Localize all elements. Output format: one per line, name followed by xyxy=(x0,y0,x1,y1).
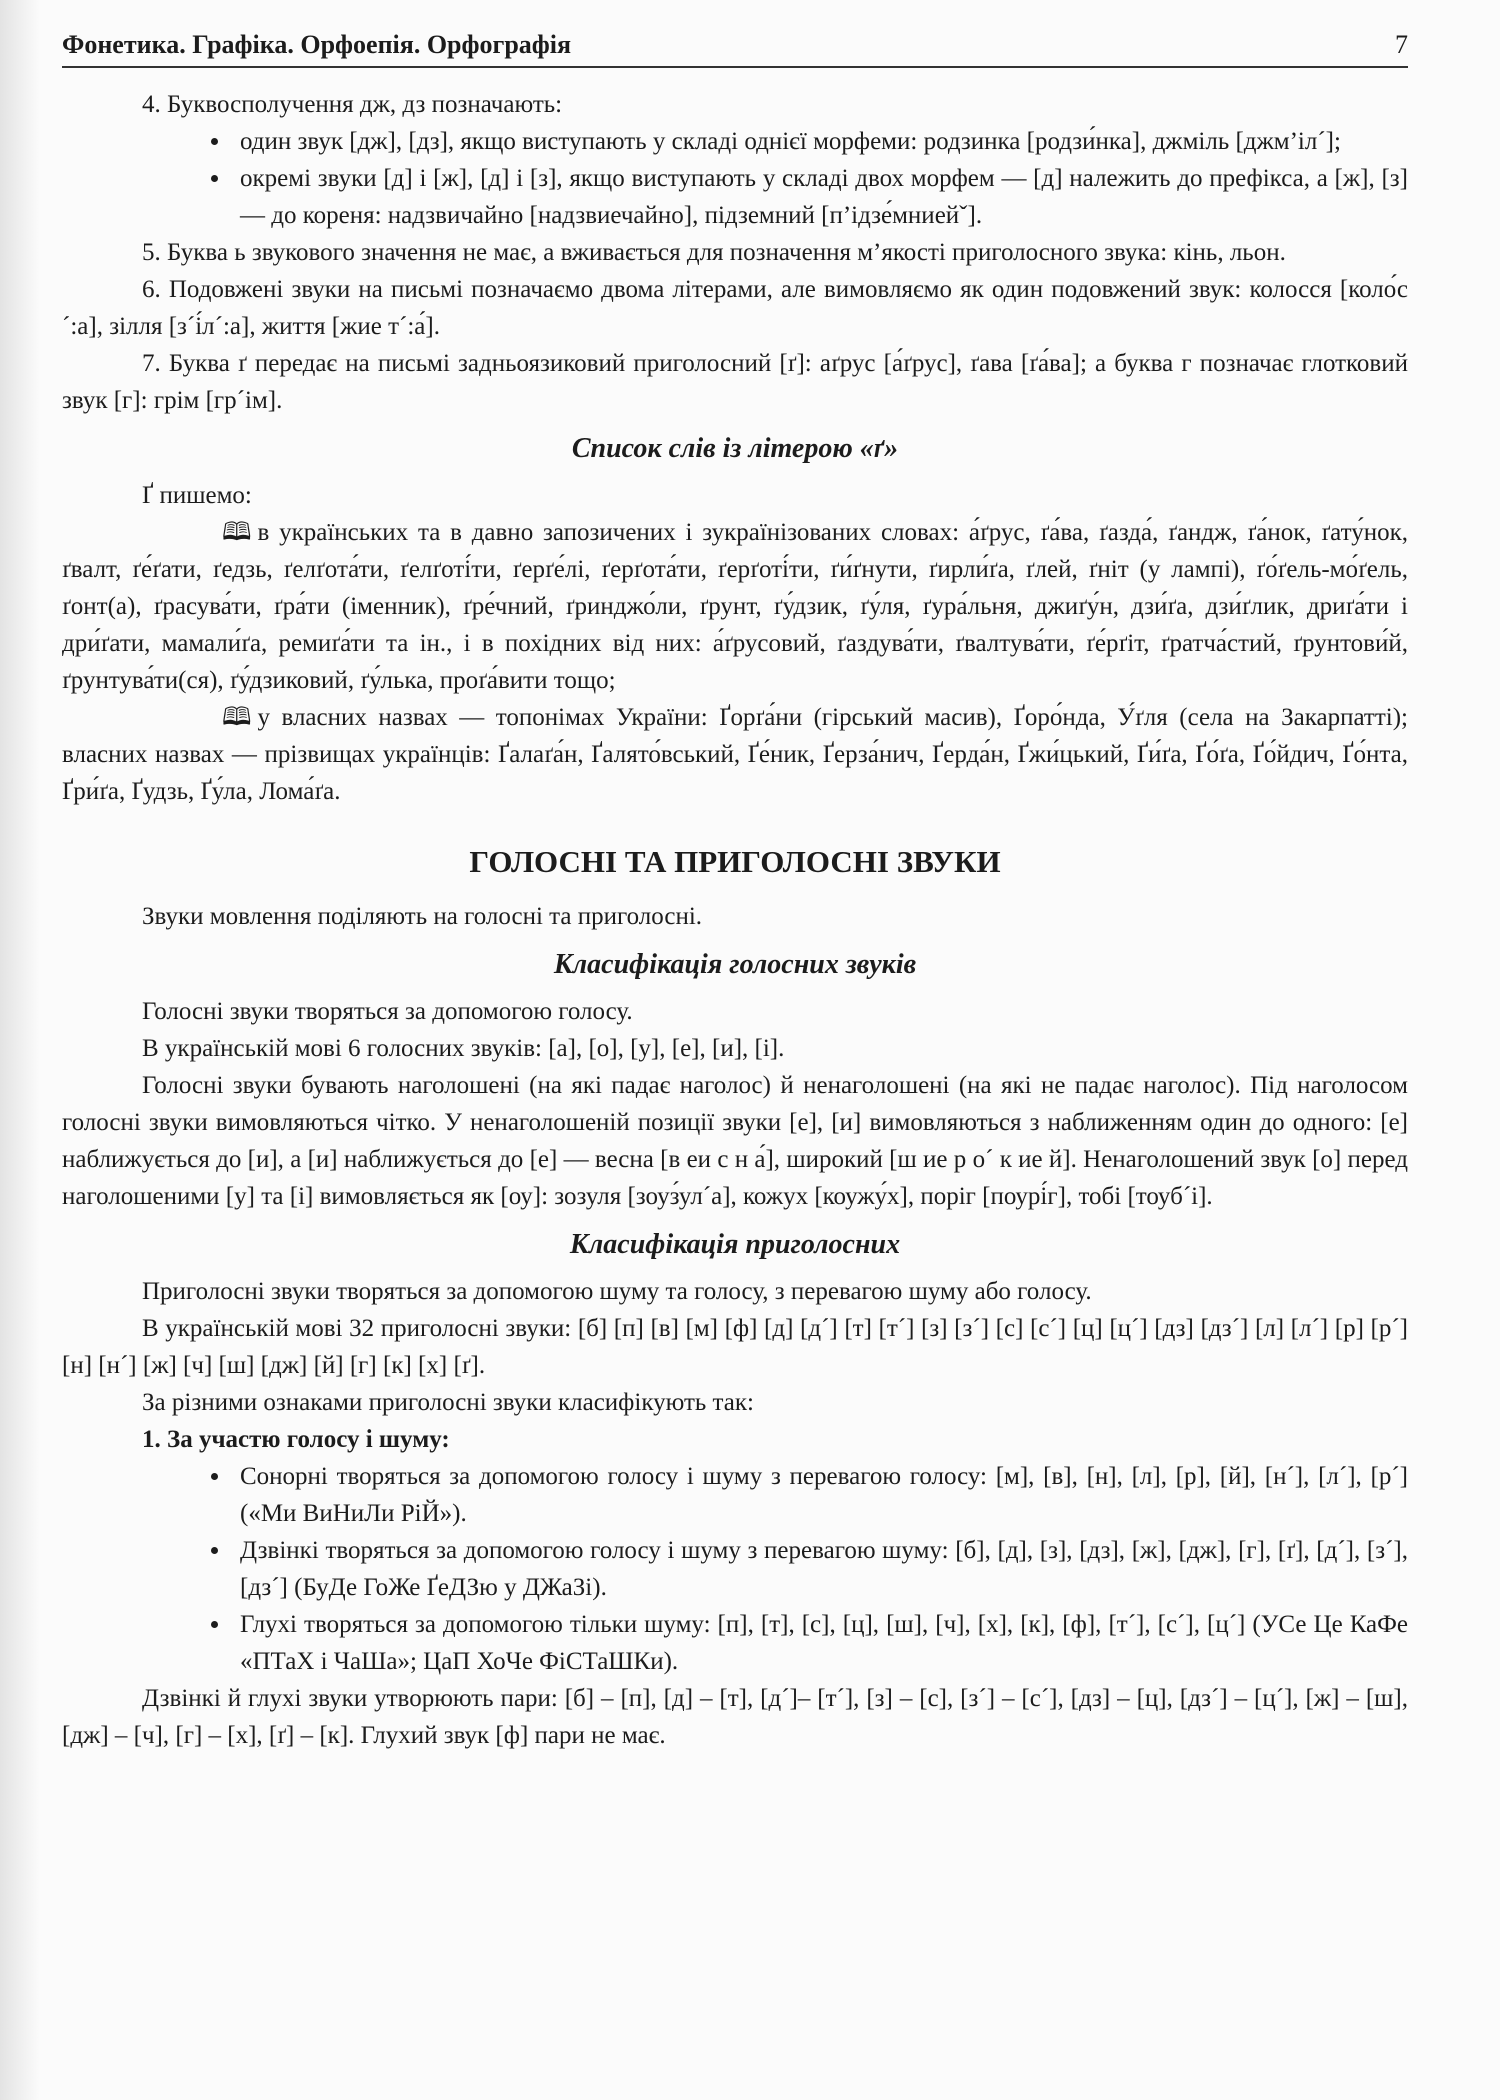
consonants-p3: За різними ознаками приголосні звуки класифікують так: xyxy=(142,1389,754,1416)
vowels-p3: Голосні звуки бувають наголошені (на які падає наголос) й ненаголошені (на які не падає наголос). Під наголосом голосні звуки вимовляються чітко. У ненаголошеній позиції звуки [е], [и] вимовляються з наближенням один до одного: [е] наближується до [и], а [и] наближується до [е] — весна [в еи с н а́], широкий [ш ие р о´ к ие й]. Ненаголошений звук [о] перед наголошеними [у] та [і] вимовляється як [оу]: зозуля [зоуз́ул´а], кожух [коужу́х], поріг [поурі́г], тобі [тоуб´і]. xyxy=(62,1072,1408,1210)
running-header xyxy=(62,30,1408,68)
vowels-p1: Голосні звуки творяться за допомогою голосу. xyxy=(142,998,633,1025)
list-item: • Дзвінкі творяться за допомогою голосу і шуму з перевагою шуму: [б], [д], [з], [дз], [ж], [дж], [г], [ґ], [д´], [з´], [дз´] (БуДе ГоЖе ҐеДЗю у ДЖаЗі). xyxy=(232,1532,1408,1606)
list-item: • Сонорні творяться за допомогою голосу і шуму з перевагою голосу: [м], [в], [н], [л], [р], [й], [н´], [л´], [р´] («Ми ВиНиЛи РіЙ»). xyxy=(232,1458,1408,1532)
g-paragraph-2 xyxy=(62,699,1408,810)
consonants-heading: Класифікація приголосних xyxy=(569,1229,901,1260)
list-item: • один звук [дж], [дз], якщо виступають у складі однієї морфеми: родзинка [родзи́нка], джміль [джм’іл´]; xyxy=(232,123,1408,160)
g-paragraph-2-text: у власних назвах — топонімах України: Ґорґа́ни (гірський масив), Ґоро́нда, У́ґля (села на Закарпатті); власних назвах — прізвищах українців: Ґалаґа́н, Ґалято́вський, Ґе́ник, Ґерза́нич, Ґерда́н, Ґжи́цький, Ґи́ґа, Ґо́ґа, Ґо́йдич, Ґо́нта, Ґри́ґа, Ґудзь, Ґу́ла, Лома́ґа. xyxy=(62,704,1408,805)
paragraph-4: 4. Буквосполучення дж, дз позначають: xyxy=(142,91,563,118)
paragraph-7: 7. Буква ґ передає на письмі задньоязиковий приголосний [ґ]: аґрус [а́ґрус], ґава [ґа́ва]; а буква г позначає глотковий звук [г]: грім [гр´ім]. xyxy=(62,350,1408,414)
vowels-heading: Класифікація голосних звуків xyxy=(553,949,917,980)
consonants-p5: Дзвінкі й глухі звуки утворюють пари: [б] – [п], [д] – [т], [д´]– [т´], [з] – [с], [з´] – [с´], [дз] – [ц], [дз´] – [ц´], [ж] – [ш], [дж] – [ч], [г] – [х], [ґ] – [к]. Глухий звук [ф] пари не має. xyxy=(62,1685,1408,1749)
page-number: 7 xyxy=(1395,30,1408,59)
consonants-p4: 1. За участю голосу і шуму: xyxy=(142,1426,450,1453)
header-title: Фонетика. Графіка. Орфоепія. Орфографія xyxy=(62,30,572,59)
consonants-p1: Приголосні звуки творяться за допомогою шуму та голосу, з перевагою шуму або голосу. xyxy=(142,1278,1092,1305)
book-icon: 🕮 xyxy=(222,519,252,546)
section-heading: ГОЛОСНІ ТА ПРИГОЛОСНІ ЗВУКИ xyxy=(469,844,1001,879)
book-icon: 🕮 xyxy=(222,704,252,731)
g-paragraph-1 xyxy=(62,514,1408,699)
word-list-heading: Список слів із літерою «ґ» xyxy=(571,433,899,464)
consonants-p2: В українській мові 32 приголосні звуки: [б] [п] [в] [м] [ф] [д] [д´] [т] [т´] [з] [з´] [с] [с´] [ц] [ц´] [дз] [дз´] [л] [л´] [р] [р´] [н] [н´] [ж] [ч] [ш] [дж] [й] [г] [к] [х] [ґ]. xyxy=(62,1315,1408,1379)
list-item: • окремі звуки [д] і [ж], [д] і [з], якщо виступають у складі двох морфем — [д] належить до префікса, а [ж], [з] — до кореня: надзвичайно [надзвиечайно], підземний [п’ідзе́мниейˇ]. xyxy=(232,160,1408,234)
consonants-list xyxy=(62,1458,1408,1680)
paragraph-4-list xyxy=(62,123,1408,234)
g-paragraph-1-text: в українських та в давно запозичених і зукраїнізованих словах: а́ґрус, ґа́ва, ґазда́, ґандж, ґа́нок, ґату́нок, ґвалт, ґе́ґати, ґедзь, ґелґота́ти, ґелґоті́ти, ґерґе́лі, ґерґота́ти, ґерґоті́ти, ґи́ґнути, ґирли́ґа, ґлей, ґніт (у лампі), ґо́ґель-мо́ґель, ґонт(а), ґрасува́ти, ґра́ти (іменник), ґре́чний, ґринджо́ли, ґрунт, ґу́дзик, ґу́ля, ґура́льня, джиґу́н, дзи́ґа, дзи́ґлик, дриґа́ти і дри́ґати, мамали́ґа, ремиґа́ти та ін., і в похідних від них: а́ґрусовий, ґаздува́ти, ґвалтува́ти, ґе́рґіт, ґратча́стий, ґрунтови́й, ґрунтува́ти(ся), ґу́дзиковий, ґу́лька, проґа́вити тощо; xyxy=(62,519,1408,694)
vowels-p2: В українській мові 6 голосних звуків: [а], [о], [у], [е], [и], [і]. xyxy=(142,1035,785,1062)
paragraph-6: 6. Подовжені звуки на письмі позначаємо двома літерами, але вимовляємо як один подовжений звук: колосся [коло́с´:а], зілля [з´і́л´:а], життя [жие т´:а́]. xyxy=(62,276,1408,340)
paragraph-5: 5. Буква ь звукового значення не має, а вживається для позначення м’якості приголосного звука: кінь, льон. xyxy=(142,239,1286,266)
list-item: • Глухі творяться за допомогою тільки шуму: [п], [т], [с], [ц], [ш], [ч], [х], [к], [ф], [т´], [с´], [ц´] (УСе Це КаФе «ПТаХ і ЧаШа»; ЦаП ХоЧе ФіСТаШКи). xyxy=(232,1606,1408,1680)
g-intro: Ґ пишемо: xyxy=(142,482,252,509)
section-intro: Звуки мовлення поділяють на голосні та приголосні. xyxy=(142,903,703,930)
